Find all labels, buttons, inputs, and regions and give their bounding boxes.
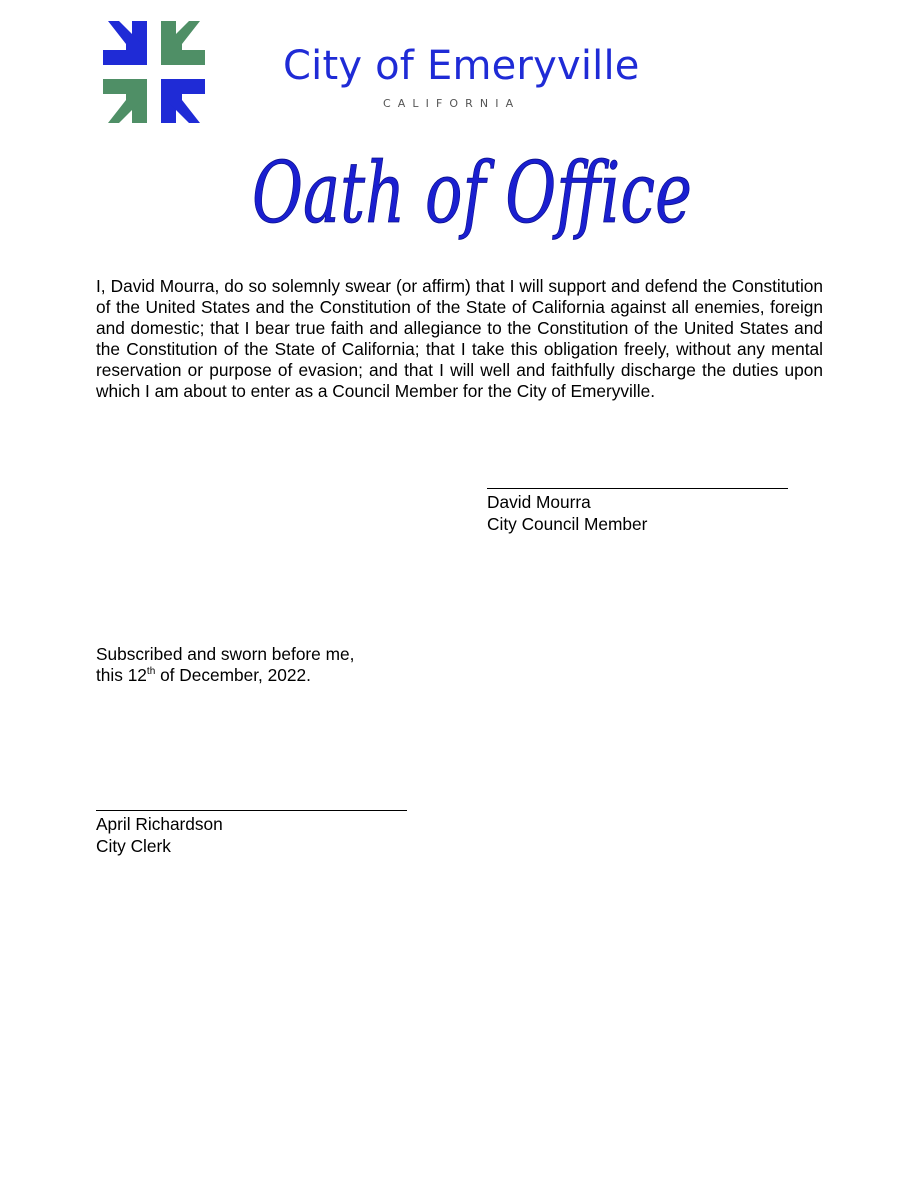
- logo-green-top-right: [161, 21, 205, 65]
- signer-signature-line: [487, 488, 788, 489]
- sworn-statement: [96, 643, 354, 665]
- city-name: City of Emeryville: [283, 43, 640, 89]
- sworn-date-prefix: this 12: [96, 665, 147, 685]
- logo-blue-bottom-right: [161, 79, 205, 123]
- sworn-date: [96, 664, 311, 686]
- logo-blue-top-left: [103, 21, 147, 65]
- city-logo: [101, 19, 207, 125]
- sworn-date-suffix: th: [146, 666, 156, 677]
- oath-title-text: Oath of Office: [252, 144, 692, 242]
- signer-title: City Council Member: [487, 514, 648, 534]
- logo-green-bottom-left: [103, 79, 147, 123]
- state-name: CALIFORNIA: [383, 97, 521, 110]
- oath-of-office-title: [248, 138, 698, 264]
- sworn-date-rest: of December, 2022.: [155, 665, 311, 685]
- sworn-line1: Subscribed and sworn before me,: [96, 644, 355, 664]
- clerk-name: April Richardson: [96, 814, 223, 834]
- clerk-signature-line: [96, 810, 407, 811]
- oath-text: I, David Mourra, do so solemnly swear (or affirm) that I will support and defend the Constitution of the United States and the Constitution of the State of California against all enemies, foreign and domestic; that I bear true faith and allegiance to the Constitution of the United States and the Constitution of the State of California; that I take this obligation freely, without any mental reservation or purpose of evasion; and that I will well and faithfully discharge the duties upon which I am about to enter as a Council Member for the City of Emeryville.: [96, 276, 823, 401]
- signer-name: David Mourra: [487, 492, 591, 512]
- clerk-title: City Clerk: [96, 836, 171, 856]
